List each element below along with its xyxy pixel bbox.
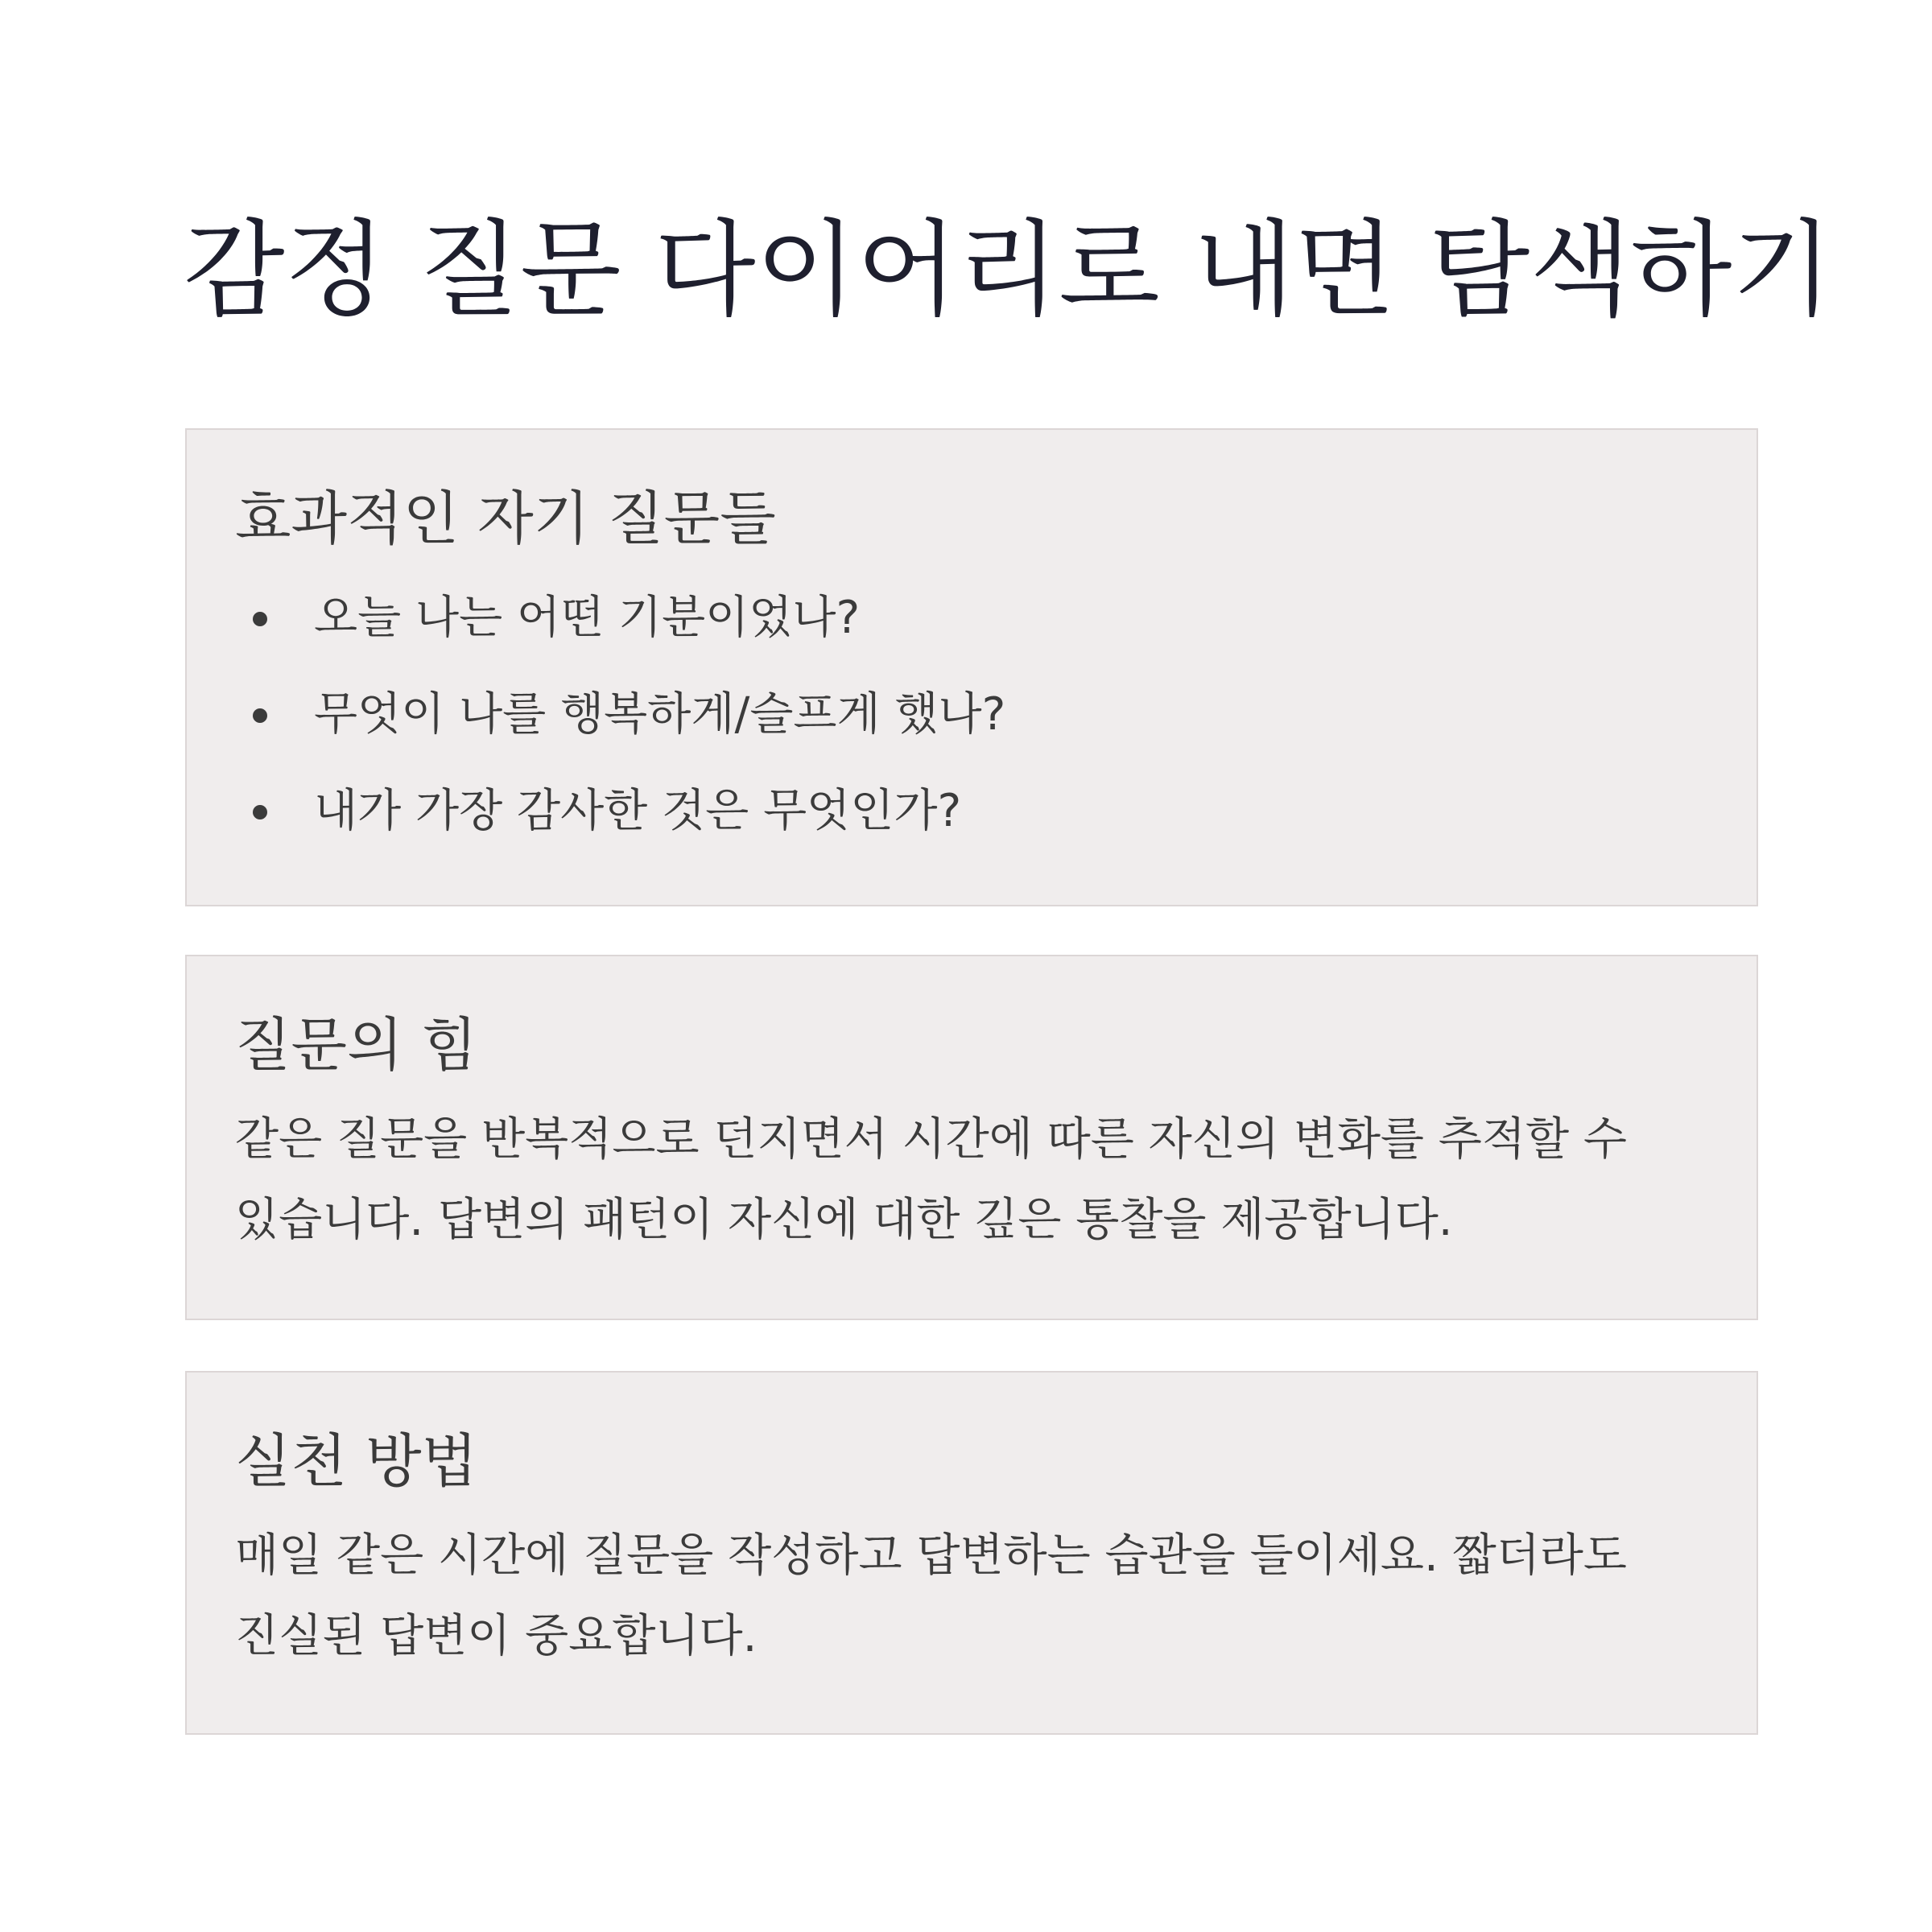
list-item-text: 무엇이 나를 행복하게/슬프게 했나? (314, 688, 1006, 741)
bullet-icon (253, 612, 267, 626)
practice-card (185, 1371, 1758, 1735)
questions-card (185, 428, 1758, 906)
bullet-icon (253, 708, 267, 723)
questions-list (235, 570, 1708, 860)
power-card (185, 955, 1758, 1320)
questions-heading: 효과적인 자기 질문들 (235, 485, 776, 552)
practice-body: 매일 같은 시간에 질문을 작성하고 답변하는 습관을 들이세요. 짧더라도 진실된 답변이 중요합니다. (235, 1530, 1627, 1662)
page-title: 감정 질문 다이어리로 내면 탐색하기 (184, 208, 1833, 331)
bullet-icon (253, 805, 267, 819)
list-item (235, 667, 1708, 763)
power-heading: 질문의 힘 (235, 1011, 478, 1079)
list-item-text: 오늘 나는 어떤 기분이었나? (314, 592, 861, 644)
power-body: 같은 질문을 반복적으로 던지면서 시간에 따른 자신의 변화를 추적할 수 있습니다. 답변의 패턴이 자신에 대한 깊은 통찰을 제공합니다. (235, 1113, 1627, 1246)
list-item-text: 내가 가장 감사한 것은 무엇인가? (314, 785, 962, 837)
list-item (235, 763, 1708, 860)
list-item (235, 570, 1708, 667)
practice-heading: 실천 방법 (235, 1427, 478, 1495)
